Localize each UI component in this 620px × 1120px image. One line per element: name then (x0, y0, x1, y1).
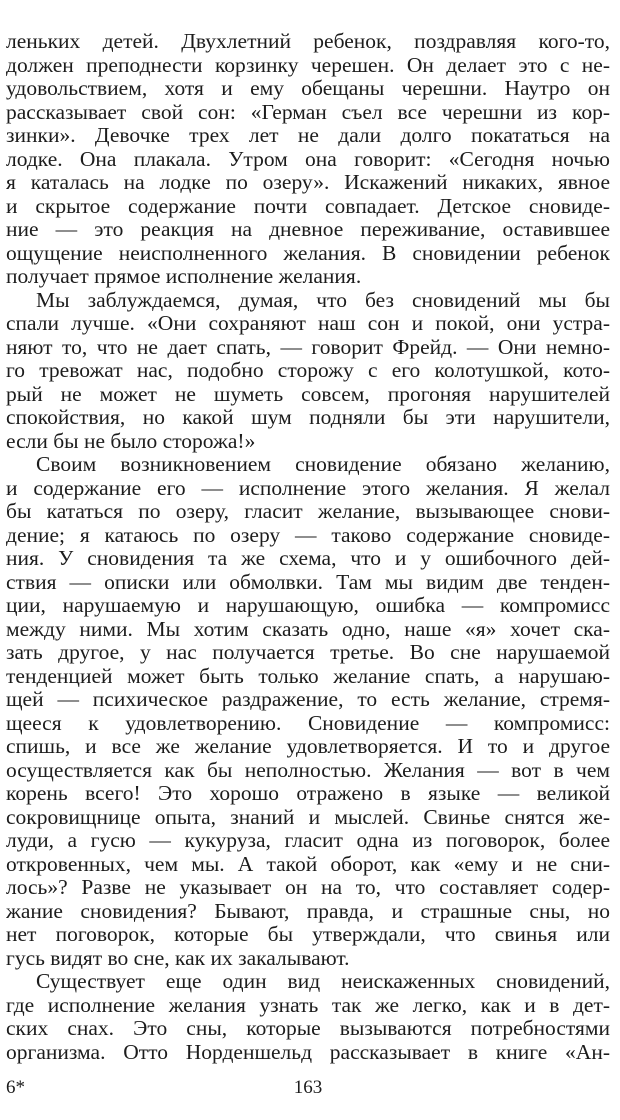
text-line-paragraph-end: если бы не было сторожа!» (6, 429, 256, 453)
text-line: зинки». Девочке трех лет не дали долго покататься на (6, 124, 610, 147)
text-line: я каталась на лодке по озеру». Искажений никаких, явное (6, 171, 610, 194)
text-line: ощущение неисполненного желания. В сновидении ребенок (6, 241, 610, 265)
text-line: где исполнение желания узнать так же легко, как и в дет- (6, 993, 610, 1017)
text-line: спали лучше. «Они сохраняют наш сон и покой, они устра- (6, 312, 610, 335)
text-line: дение; я катаюсь по озеру — таково содержание сновиде- (6, 523, 610, 547)
text-line: луди, а гусю — кукуруза, гласит одна из поговорок, более (6, 829, 610, 852)
text-line: осуществляется как бы неполностью. Желания — вот в чем (6, 758, 610, 782)
text-line-paragraph-end: гусь видят во сне, как их закалывают. (6, 946, 350, 970)
text-line: между ними. Мы хотим сказать одно, наше «я» хочет ска- (6, 617, 610, 641)
text-line: рый не может не шуметь совсем, прогоняя нарушителей (6, 382, 610, 406)
page-number: 163 (293, 1077, 323, 1098)
text-line: удовольствием, хотя и ему обещаны черешни. Наутро он (6, 77, 610, 100)
text-line: и скрытое содержание почти совпадает. Детское сновиде- (6, 194, 610, 218)
text-line: леньких детей. Двухлетний ребенок, поздравляя кого-то, (6, 30, 610, 53)
text-line-paragraph-start: Мы заблуждаемся, думая, что без сновидений мы бы (36, 288, 610, 312)
text-line: лодке. Она плакала. Утром она говорит: «Сегодня ночью (6, 147, 610, 171)
text-line: бы кататься по озеру, гласит желание, вызывающее снови- (6, 500, 610, 523)
body-text (6, 30, 610, 1064)
text-line: спишь, и все же желание удовлетворяется. И то и другое (6, 735, 610, 758)
text-line: спокойствия, но какой шум подняли бы эти нарушители, (6, 406, 610, 429)
text-line: щееся к удовлетворению. Сновидение — компромисс: (6, 711, 610, 735)
signature-mark: 6* (6, 1077, 25, 1098)
text-line: организма. Отто Норденшельд рассказывает в книге «Ан- (6, 1040, 610, 1064)
text-line: зать другое, у нас получается третье. Во сне нарушаемой (6, 641, 610, 664)
text-line: ции, нарушаемую и нарушающую, ошибка — компромисс (6, 594, 610, 617)
text-line: рассказывает свой сон: «Герман съел все черешни из кор- (6, 100, 610, 124)
text-line: должен преподнести корзинку черешен. Он делает это с не- (6, 53, 610, 77)
text-line: ние — это реакция на дневное переживание, оставившее (6, 218, 610, 241)
text-line-paragraph-start: Существует еще один вид неискаженных сновидений, (36, 970, 610, 993)
text-line-paragraph-start: Своим возникновением сновидение обязано желанию, (36, 453, 610, 476)
text-line: ствия — описки или обмолвки. Там мы видим две тенден- (6, 570, 610, 594)
text-line: щей — психическое раздражение, то есть желание, стремя- (6, 688, 610, 711)
text-line: нет поговорок, которые бы утверждали, что свинья или (6, 923, 610, 946)
text-line: корень всего! Это хорошо отражено в языке — великой (6, 782, 610, 805)
text-line: ских снах. Это сны, которые вызываются потребностями (6, 1017, 610, 1040)
text-line: откровенных, чем мы. А такой оборот, как «ему и не сни- (6, 852, 610, 876)
text-line: ния. У сновидения та же схема, что и у ошибочного дей- (6, 547, 610, 570)
text-line: лось»? Разве не указывает он на то, что составляет содер- (6, 876, 610, 899)
text-line: тенденцией может быть только желание спать, а нарушаю- (6, 664, 610, 688)
text-line: сокровищнице опыта, знаний и мыслей. Свинье снятся же- (6, 805, 610, 829)
text-line: жание сновидения? Бывают, правда, и страшные сны, но (6, 899, 610, 923)
text-line: и содержание его — исполнение этого желания. Я желал (6, 476, 610, 500)
text-line: няют то, что не дает спать, — говорит Фрейд. — Они немно- (6, 335, 610, 359)
text-line: го тревожат нас, подобно сторожу с его колотушкой, кото- (6, 359, 610, 382)
text-line-paragraph-end: получает прямое исполнение желания. (6, 265, 362, 288)
page-footer (6, 1075, 610, 1101)
